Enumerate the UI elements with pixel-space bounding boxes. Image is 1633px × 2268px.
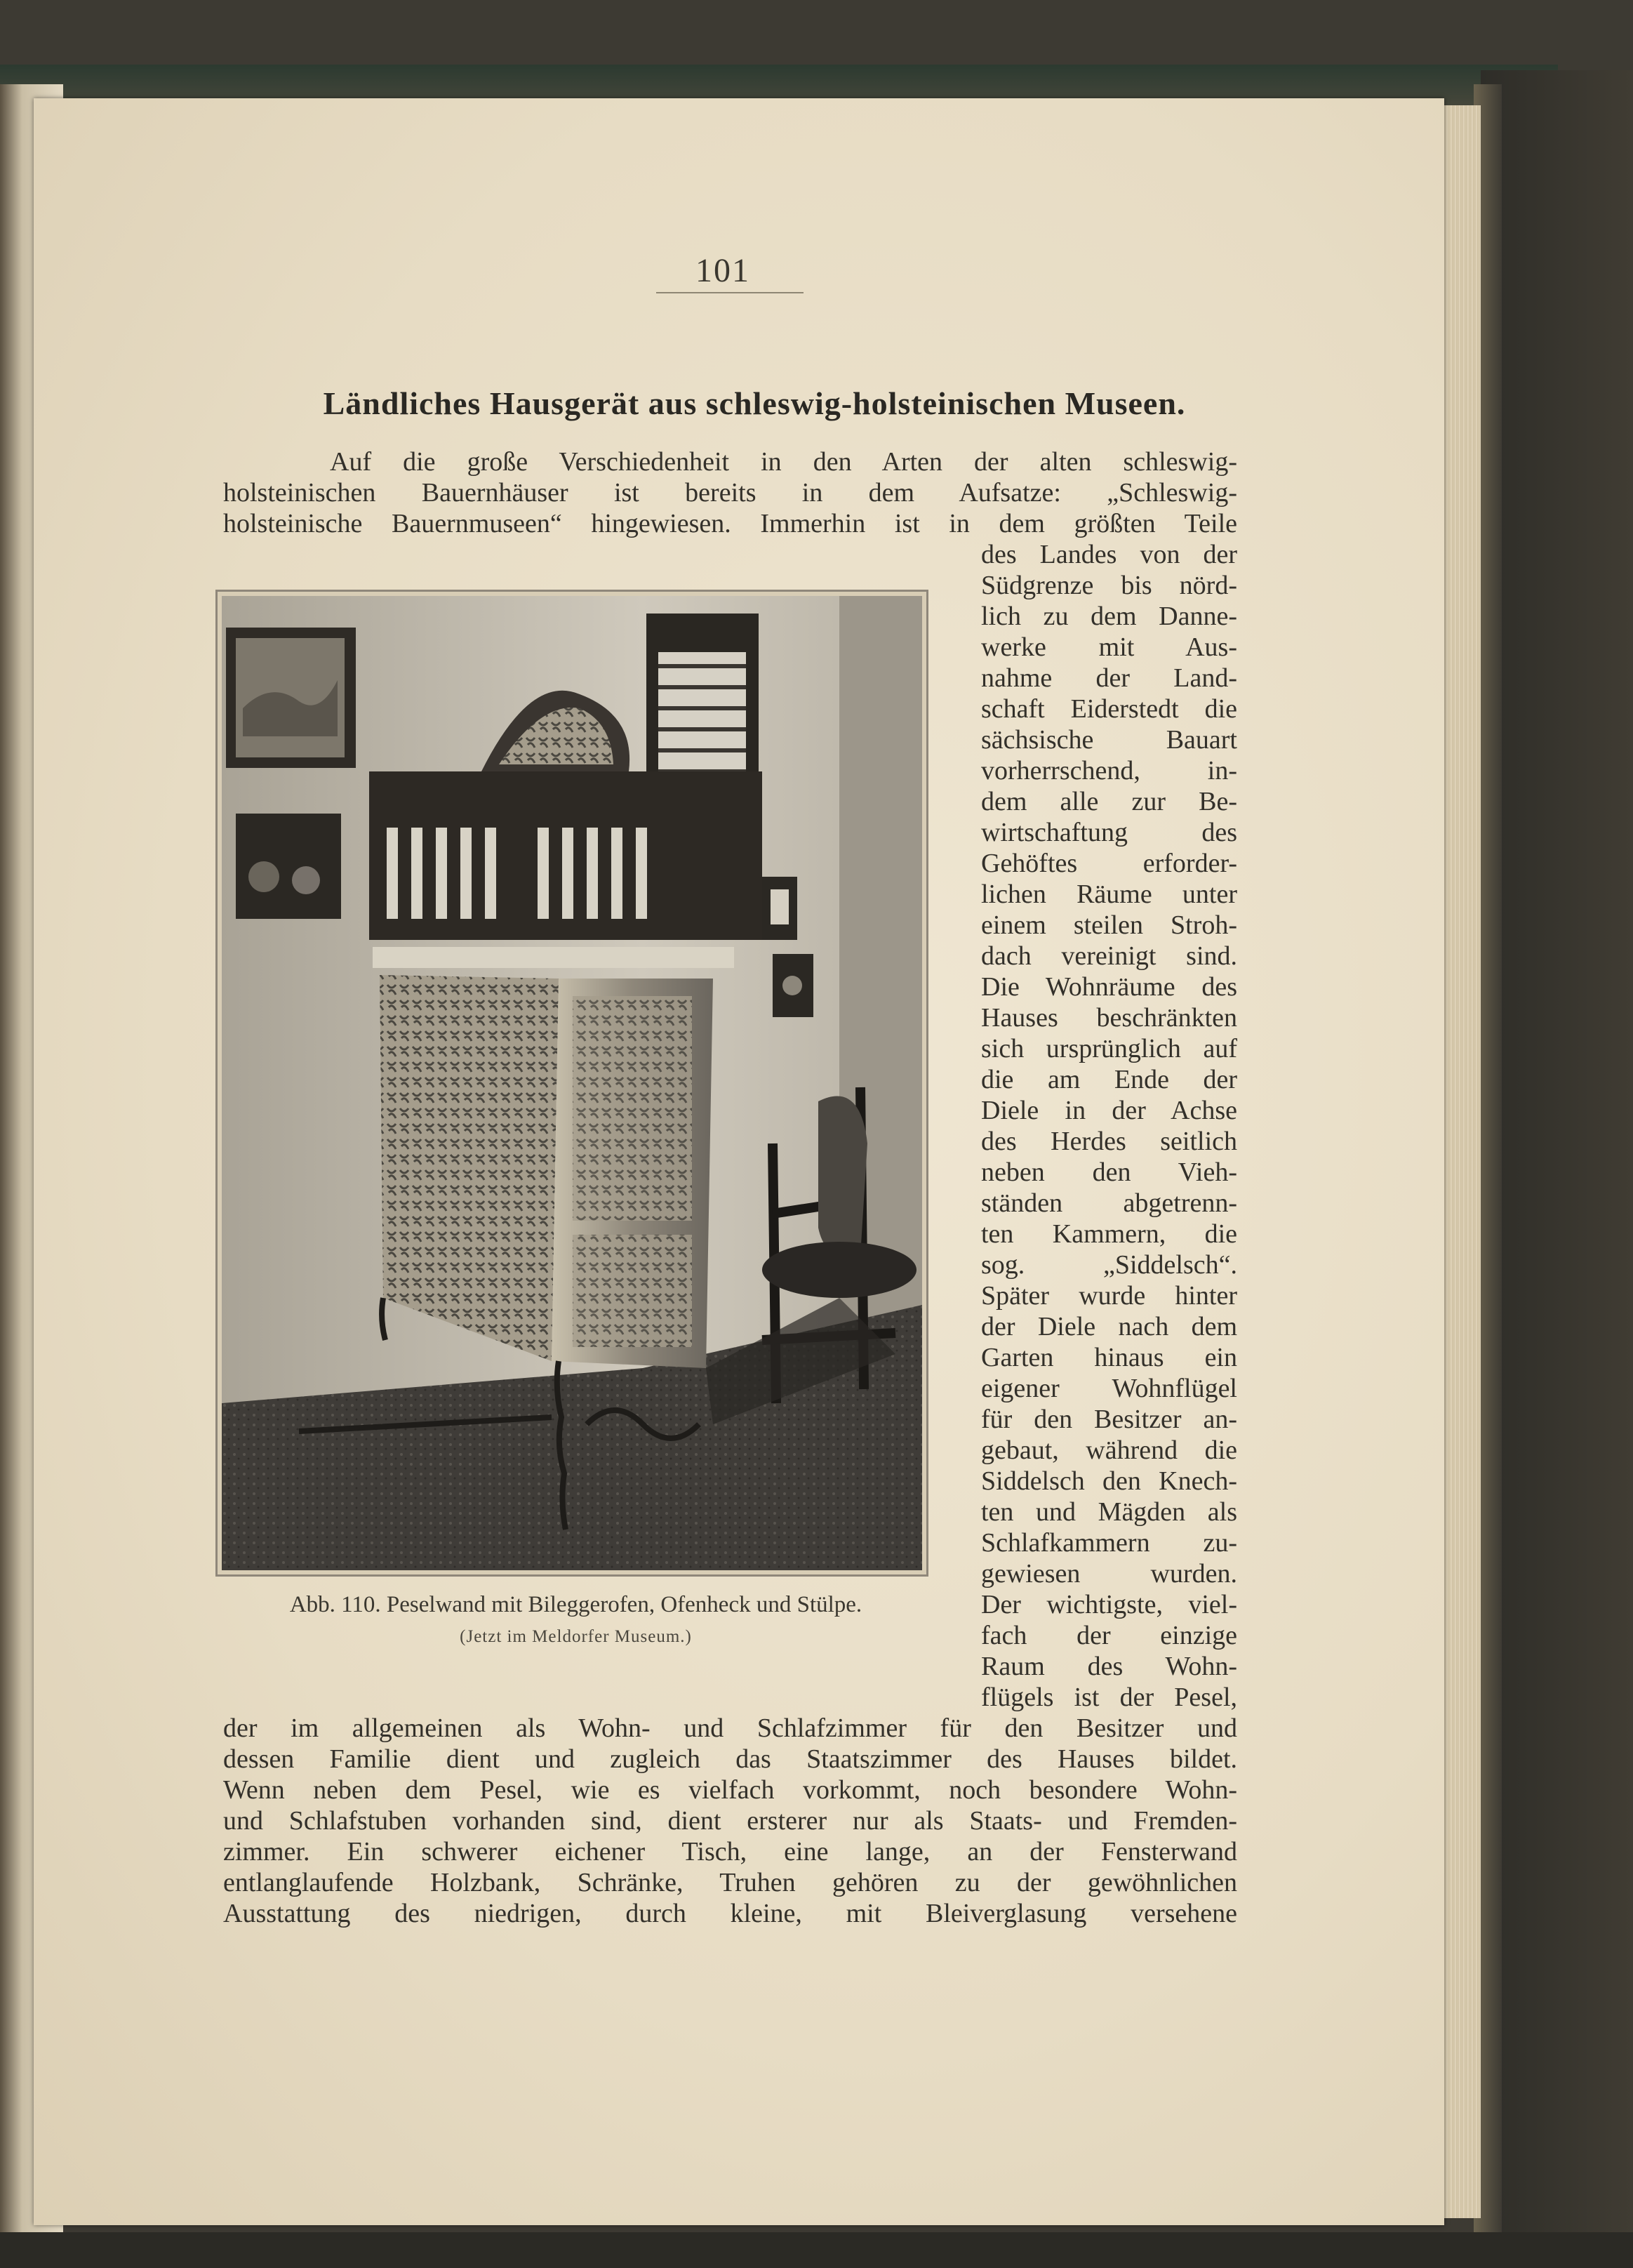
body-line: und Schlafstuben vorhanden sind, dient ersterer nur als Staats- und Fremden- [223, 1806, 1237, 1836]
column-line: Gehöftes erforder- [981, 849, 1237, 878]
figure-subcaption: (Jetzt im Meldorfer Museum.) [460, 1627, 692, 1646]
column-line: Diele in der Achse [981, 1096, 1237, 1125]
column-line: dach vereinigt sind. [981, 941, 1237, 971]
column-line: die am Ende der [981, 1065, 1237, 1094]
column-line: lichen Räume unter [981, 880, 1237, 909]
body-line: dessen Familie dient und zugleich das Staatszimmer des Hauses bildet. [223, 1744, 1237, 1774]
column-line: sächsische Bauart [981, 725, 1237, 755]
column-line: Raum des Wohn- [981, 1652, 1237, 1681]
column-line: ständen abgetrenn- [981, 1188, 1237, 1218]
body-line: der im allgemeinen als Wohn- und Schlafzimmer für den Besitzer und [223, 1713, 1237, 1743]
column-line: einem steilen Stroh- [981, 910, 1237, 940]
column-line: gebaut, während die [981, 1435, 1237, 1465]
column-line: eigener Wohnflügel [981, 1374, 1237, 1403]
body-line: Ausstattung des niedrigen, durch kleine, mit Bleiverglasung versehene [223, 1899, 1237, 1928]
column-line: Schlafkammern zu- [981, 1528, 1237, 1558]
figure-caption: Abb. 110. Peselwand mit Bileggerofen, Ofenheck und Stülpe. [289, 1592, 862, 1617]
column-line: dem alle zur Be- [981, 787, 1237, 816]
body-line: zimmer. Ein schwerer eichener Tisch, eine lange, an der Fensterwand [223, 1837, 1237, 1866]
page-number: 101 [695, 252, 750, 289]
column-line: Später wurde hinter [981, 1281, 1237, 1311]
column-line: wirtschaftung des [981, 818, 1237, 847]
column-line: schaft Eiderstedt die [981, 694, 1237, 724]
column-line: der Diele nach dem [981, 1312, 1237, 1341]
column-line: sog. „Siddelsch“. [981, 1250, 1237, 1280]
figure-frame [215, 590, 928, 1577]
column-line: für den Besitzer an- [981, 1405, 1237, 1434]
column-line: flügels ist der Pesel, [981, 1683, 1237, 1712]
column-line: lich zu dem Danne- [981, 602, 1237, 631]
intro-line: Auf die große Verschiedenheit in den Arten der alten schleswig- [330, 447, 1237, 477]
column-line: des Landes von der [981, 540, 1237, 569]
body-line: entlanglaufende Holzbank, Schränke, Truhen gehören zu der gewöhnlichen [223, 1868, 1237, 1897]
column-line: Garten hinaus ein [981, 1343, 1237, 1372]
column-line: werke mit Aus- [981, 632, 1237, 662]
column-line: gewiesen wurden. [981, 1559, 1237, 1589]
book-cover-bottom [0, 2232, 1633, 2268]
article-title-text: Ländliches Hausgerät aus schleswig-holsteinischen Museen. [323, 385, 1186, 421]
column-line: Südgrenze bis nörd- [981, 571, 1237, 600]
book-cover-right [1481, 70, 1633, 2268]
body-line: Wenn neben dem Pesel, wie es vielfach vorkommt, noch besondere Wohn- [223, 1775, 1237, 1805]
column-line: Die Wohnräume des [981, 972, 1237, 1002]
page-number-rule [656, 292, 804, 293]
column-line: sich ursprünglich auf [981, 1034, 1237, 1063]
column-line: nahme der Land- [981, 663, 1237, 693]
column-line: des Herdes seitlich [981, 1127, 1237, 1156]
column-line: Hauses beschränkten [981, 1003, 1237, 1033]
column-line: Der wichtigste, viel- [981, 1590, 1237, 1619]
intro-line: holsteinische Bauernmuseen“ hingewiesen. Immerhin ist in dem größten Teile [223, 509, 1237, 538]
column-line: ten und Mägden als [981, 1497, 1237, 1527]
column-line: ten Kammern, die [981, 1219, 1237, 1249]
column-line: fach der einzige [981, 1621, 1237, 1650]
figure-photo [222, 596, 922, 1570]
column-line: Siddelsch den Knech- [981, 1466, 1237, 1496]
intro-line: holsteinischen Bauernhäuser ist bereits in dem Aufsatze: „Schleswig- [223, 478, 1237, 508]
column-line: neben den Vieh- [981, 1158, 1237, 1187]
column-line: vorherrschend, in- [981, 756, 1237, 785]
article-title [0, 385, 1474, 422]
